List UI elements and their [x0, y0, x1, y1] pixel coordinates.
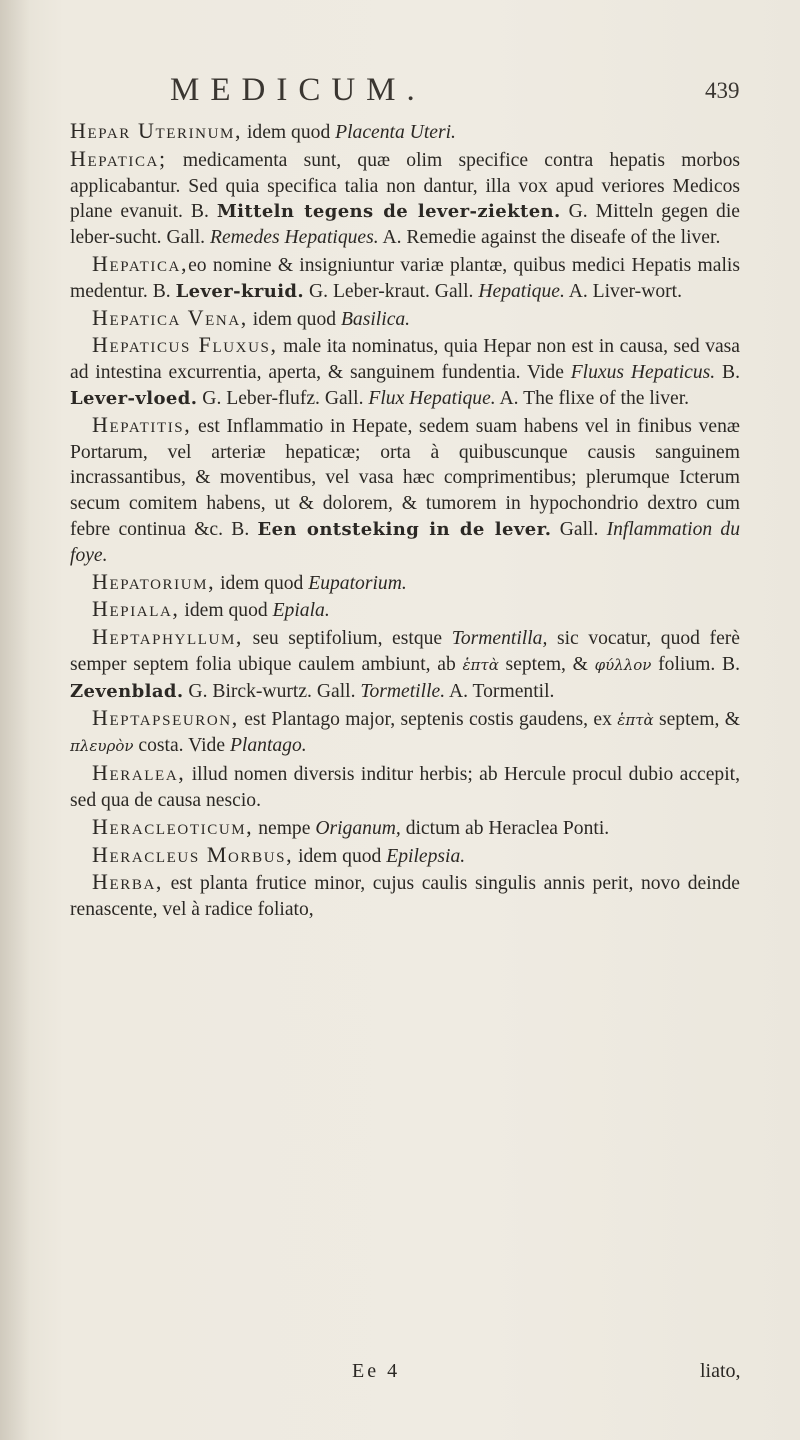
entry-fraktur: Zevenblad.	[70, 680, 184, 702]
entry-text: idem quod	[247, 308, 341, 330]
entry-herba	[70, 869, 740, 923]
entry-text: idem quod	[242, 122, 336, 143]
entry-text: seu septifolium, estque	[243, 628, 452, 650]
entry-text: A. Tormentil.	[445, 680, 555, 702]
entry-greek: πλευρὸν	[70, 737, 134, 756]
headword: Heracleus Morbus,	[92, 841, 294, 867]
entry-fraktur: Lever-vloed.	[70, 387, 198, 409]
page-number: 439	[705, 78, 740, 103]
entry-text: dictum ab Heraclea Ponti.	[400, 817, 610, 839]
entry-italic: Flux Hepatique.	[368, 387, 496, 409]
entry-heptapseuron	[70, 705, 740, 761]
entry-italic: Plantago.	[229, 735, 307, 757]
entry-hepiala	[70, 596, 740, 624]
running-head: MEDICUM.	[170, 72, 426, 108]
entry-text: costa. Vide	[133, 735, 230, 757]
entry-hepatorium	[70, 569, 740, 597]
entry-greek: ἑπτὰ	[462, 655, 499, 674]
entry-italic: Inflammation du foye.	[70, 518, 741, 566]
entry-text: idem quod	[293, 845, 387, 867]
headword: Hepatica;	[70, 145, 167, 171]
entry-italic: Remedes Hepatiques.	[209, 227, 379, 249]
entry-text: est Inflammatio in Hepate, sedem suam habens vel in finibus venæ Portarum, vel arteriæ hepaticæ; orta à quibuscunque causis sanguinem incrassantibus, & moventibus, vel vasa hæc comprimentibus; plerumque Icterum secum comitem habens, ut & dolorem, & tumorem in hypochondrio dextro cum febre continua &c. B.	[70, 415, 740, 540]
entry-hepaticus-fluxus	[70, 332, 740, 411]
entry-italic: Epiala.	[272, 600, 330, 622]
page-footer	[0, 1360, 800, 1420]
headword: Hepiala,	[92, 596, 180, 622]
headword: Hepatica Vena,	[92, 304, 248, 330]
entry-text: sic vocatur, quod ferè semper septem folia ubique caulem ambiunt, ab	[70, 628, 741, 675]
entry-text: est planta frutice minor, cujus caulis singulis annis perit, novo deinde renascente, vel à radice foliato,	[70, 873, 740, 921]
headword: Hepatica,	[92, 250, 189, 276]
entry-text: A. Liver-wort.	[564, 280, 683, 302]
entry-text: illud nomen diversis inditur herbis; ab Hercule procul dubio accepit, sed qua de causa nescio.	[70, 764, 740, 811]
headword: Heralea,	[92, 760, 186, 786]
page-header	[0, 72, 800, 112]
entry-italic: Placenta Uteri.	[335, 122, 456, 143]
entry-hepatica-plantae	[70, 251, 740, 305]
entry-heptaphyllum	[70, 624, 740, 704]
entry-hepatica-vena	[70, 305, 740, 333]
entry-italic: Tormetille.	[360, 680, 446, 702]
entry-greek: φύλλον	[594, 655, 652, 674]
entry-text: idem quod	[215, 572, 309, 594]
entry-text: G. Birck-wurtz. Gall.	[183, 680, 361, 702]
entry-text: folium. B.	[651, 653, 740, 675]
entry-heracleoticum	[70, 814, 740, 842]
entry-text: medicamenta sunt, quæ olim specifice contra hepatis morbos applicabantur. Sed quia specifica talia non dantur, illa vox apud veriores Medicos plane evanuit. B.	[70, 149, 740, 223]
entry-text: G. Leber-flufz. Gall.	[197, 387, 369, 409]
entry-text: G. Leber-kraut. Gall.	[304, 280, 479, 302]
entry-text: A. The flixe of the liver.	[495, 387, 690, 409]
entry-greek: ἑπτὰ	[617, 710, 654, 729]
headword: Hepatorium,	[92, 568, 216, 594]
entry-fraktur: Een ontsteking in de lever.	[257, 518, 552, 540]
entry-italic: Hepatique.	[478, 280, 565, 302]
headword: Hepatitis,	[92, 411, 192, 437]
entry-text: B.	[715, 362, 740, 384]
entry-text: eo nomine & insigniuntur variæ plantæ, quibus medici Hepatis malis medentur. B.	[70, 254, 740, 302]
entry-fraktur: Lever-kruid.	[175, 280, 305, 302]
headword: Hepar Uterinum,	[70, 118, 243, 143]
headword: Heptaphyllum,	[92, 624, 243, 650]
entry-text: male ita nominatus, quia Hepar non est in causa, sed vasa ad intestina excurrentia, aperta, & sanguinem fundentia. Vide	[70, 336, 741, 384]
headword: Hepaticus Fluxus,	[92, 332, 278, 358]
entry-text: septem, &	[498, 653, 595, 675]
entry-italic: Eupatorium.	[308, 572, 407, 594]
entry-italic: Fluxus Hepaticus.	[570, 362, 716, 384]
entry-text: septem, &	[653, 708, 740, 730]
catchword: liato,	[700, 1360, 741, 1382]
headword: Heptapseuron,	[92, 704, 239, 730]
entry-heracleus-morbus	[70, 842, 740, 870]
headword: Herba,	[92, 869, 163, 895]
entry-italic: Epilepsia.	[386, 845, 466, 867]
entry-text: est Plantago major, septenis costis gaudens, ex	[238, 708, 618, 730]
entry-italic: Tormentilla,	[451, 628, 548, 650]
entry-italic: Basilica.	[340, 308, 411, 330]
dictionary-body	[70, 118, 740, 923]
page-fold-shadow	[0, 0, 30, 1440]
entry-italic: Origanum,	[315, 817, 401, 839]
entry-heralea	[70, 760, 740, 814]
entry-hepatica-medicamenta	[70, 146, 740, 251]
entry-text: nempe	[253, 817, 316, 839]
entry-text: A. Remedie against the diseafe of the liver.	[378, 227, 721, 249]
entry-hepar-uterinum	[70, 118, 740, 146]
signature-mark: Ee 4	[352, 1360, 401, 1382]
entry-text: G. Mitteln gegen die leber-sucht. Gall.	[70, 201, 740, 249]
entry-text: idem quod	[179, 600, 273, 622]
entry-text: Gall.	[551, 518, 607, 540]
entry-hepatitis	[70, 412, 740, 569]
headword: Heracleoticum,	[92, 813, 254, 839]
entry-fraktur: Mitteln tegens de lever-ziekten.	[216, 201, 561, 223]
